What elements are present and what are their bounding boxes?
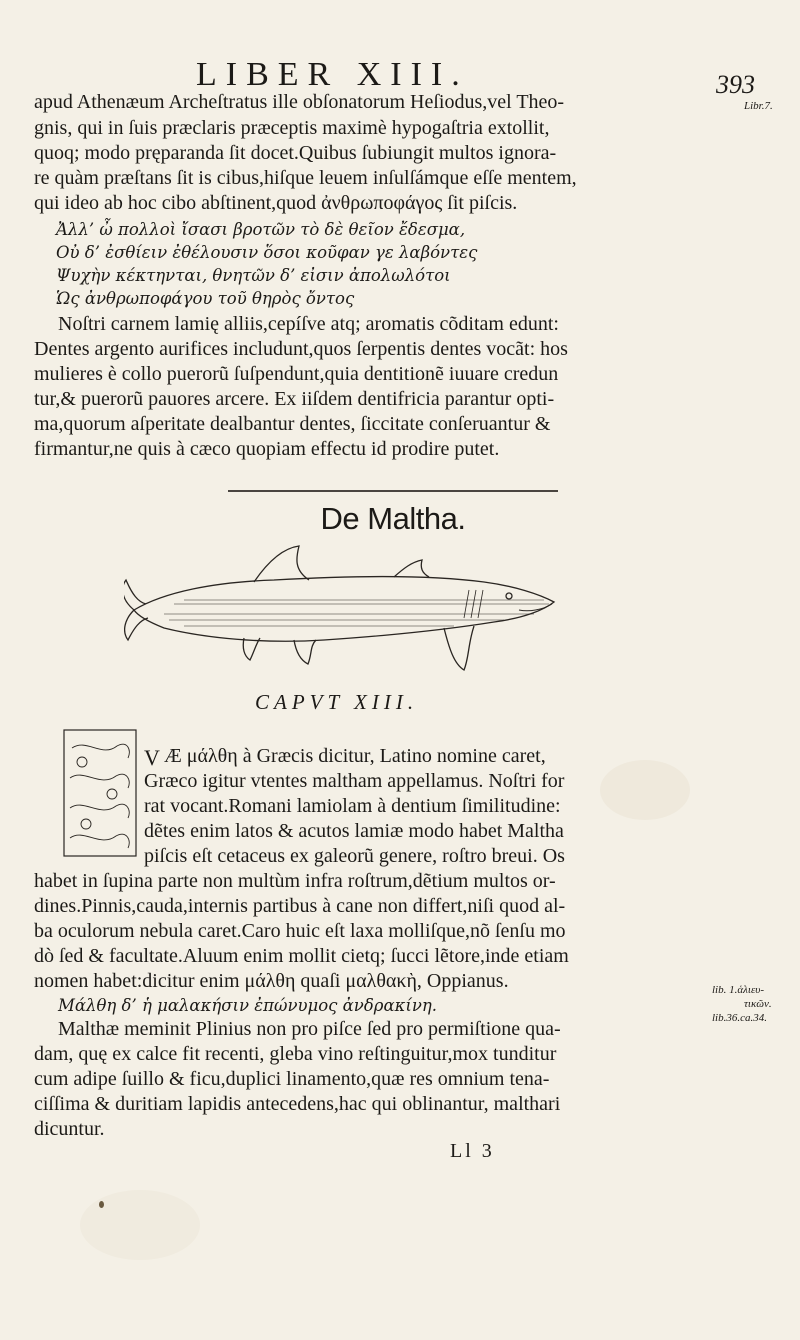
- body-line: cum adipe ſuillo & ficu,duplici linamento,quæ res omnium tena-: [34, 1068, 550, 1090]
- body-line: habet in ſupina parte non multùm infra roſtrum,dẽtium multos or-: [34, 870, 556, 892]
- margin-note: Libr.7.: [744, 100, 773, 112]
- section-heading: De Maltha.: [320, 501, 466, 536]
- body-line: Æ μάλθη à Græcis dicitur, Latino nomine caret,: [164, 745, 546, 767]
- body-line: dines.Pinnis,cauda,internis partibus à cane non differt,niſi quod al-: [34, 895, 566, 917]
- signature-catchword: Ll 3: [450, 1140, 495, 1162]
- margin-note: lib.36.ca.34.: [712, 1012, 767, 1024]
- body-line: tur,& puerorũ pauores arcere. Ex iiſdem dentifricia parantur opti-: [34, 388, 555, 410]
- page-number: 393: [716, 70, 755, 99]
- body-line: dam, quę ex calce fit recenti, gleba vino reſtinguitur,mox tunditur: [34, 1043, 557, 1065]
- body-line: Malthæ meminit Plinius non pro piſce ſed pro permiſtione qua-: [58, 1018, 561, 1040]
- body-line: dẽtes enim latos & acutos lamiæ modo habet Maltha: [144, 820, 564, 842]
- body-line: Noſtri carnem lamię alliis,cepíſve atq; aromatis cõditam edunt:: [58, 313, 559, 335]
- shark-engraving-icon: [124, 540, 564, 690]
- running-head: LIBER XIII.: [196, 56, 469, 93]
- body-line: nomen habet:dicitur enim μάλθη quaſi μαλθακὴ, Oppianus.: [34, 970, 509, 992]
- ink-speck: [99, 1201, 104, 1208]
- body-line: qui ideo ab hoc cibo abſtinent,quod ἀνθρωποφάγος ſit piſcis.: [34, 192, 518, 214]
- body-line: quoq; modo pręparanda ſit docet.Quibus ſubiungit multos ignora-: [34, 142, 557, 164]
- body-line: ba oculorum nebula caret.Caro huic eſt laxa molliſque,nõ ſenſu mo: [34, 920, 566, 942]
- greek-verse-line: Ὡς ἀνθρωποφάγου τοῦ θηρὸς ὄντος: [56, 289, 355, 308]
- initial-letter: V: [144, 745, 160, 770]
- body-line: Dentes argento aurifices includunt,quos ſerpentis dentes vocãt: hos: [34, 338, 568, 360]
- body-line: firmantur,ne quis à cæco quopiam effectu id prodire putet.: [34, 438, 500, 460]
- chapter-title: CAPVT XIII.: [255, 690, 419, 714]
- body-line: ma,quorum aſperitate dealbantur dentes, ſiccitate conſeruantur &: [34, 413, 551, 435]
- body-line: rat vocant.Romani lamiolam à dentium ſimilitudine:: [144, 795, 561, 817]
- body-line: ciſſima & duritiam lapidis antecedens,hac qui oblinantur, malthari: [34, 1093, 561, 1115]
- margin-note: lib. 1.ἁλιευ-: [712, 984, 765, 996]
- margin-note: τικῶν.: [744, 998, 772, 1010]
- greek-verse-line: Οὐ δ’ ἐσθίειν ἐθέλουσιν ὅσοι κοῦφαν γε λαβόντες: [56, 243, 478, 262]
- greek-verse-line: Μάλθη δ’ ἡ μαλακήσιν ἐπώνυμος ἀνδρακίνη.: [58, 996, 438, 1015]
- body-line: dò ſed & facultate.Aluum enim mollit cietq; ſucci lẽtore,inde etiam: [34, 945, 569, 967]
- body-line: re quàm præſtans ſit is cibus,hiſque leuem inſulſámque eſſe mentem,: [34, 167, 577, 189]
- body-line: dicuntur.: [34, 1118, 105, 1140]
- body-line: piſcis eſt cetaceus ex galeorũ genere, roſtro breui. Os: [144, 845, 565, 867]
- greek-verse-line: Ψυχὴν κέκτηνται, θνητῶν δ’ εἰσιν ἀπολωλότοι: [56, 266, 451, 285]
- paper-stain: [80, 1190, 200, 1260]
- body-line: mulieres è collo puerorũ ſuſpendunt,quia dentitionẽ iuuare credun: [34, 363, 559, 385]
- body-line: gnis, qui in ſuis præclaris præceptis maximè hypogaſtria extollit,: [34, 117, 550, 139]
- greek-verse-line: Ἀλλ’ ὦ πολλοὶ ἴσασι βροτῶν τὸ δὲ θεῖον ἔδεσμα,: [56, 220, 466, 239]
- ornamental-initial-icon: [62, 728, 138, 858]
- paper-stain: [600, 760, 690, 820]
- divider-rule: [228, 490, 558, 492]
- body-line: apud Athenæum Archeſtratus ille obſonatorum Heſiodus,vel Theo-: [34, 91, 565, 113]
- body-line: Græco igitur vtentes maltham appellamus. Noſtri for: [144, 770, 565, 792]
